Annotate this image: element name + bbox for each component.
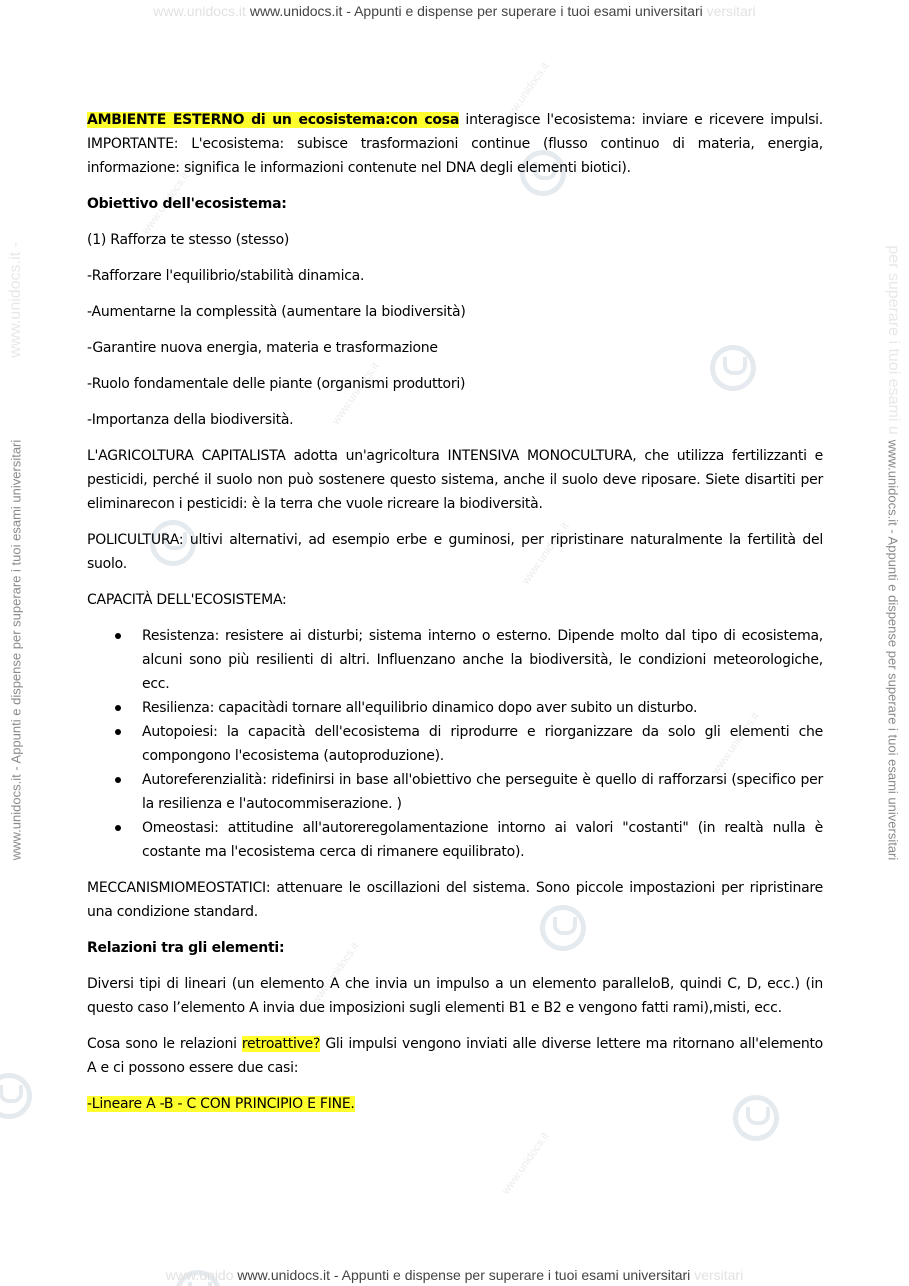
paragraph-text: Gli impulsi vengono inviati alle diverse lettere ma ritornano all'elemento A e ci possono essere due casi: [87, 1036, 823, 1076]
paragraph-lineare-highlight [87, 1092, 823, 1116]
bullet-item [87, 696, 823, 720]
bullet-icon [115, 729, 121, 735]
watermark-diagonal-text: www.unidocs.it [710, 710, 762, 777]
paragraph-text: interagisce l'ecosistema: inviare e ricevere impulsi. IMPORTANTE: L'ecosistema: subisce trasformazioni continue (flusso continuo di materia, energia, informazione: significa le informazioni contenute nel DNA degli elementi biotici). [87, 112, 823, 176]
footer-ghost-left: www.unido [165, 1267, 234, 1283]
list-item: -Aumentarne la complessità (aumentare la biodiversità) [87, 304, 466, 320]
paragraph-text: Cosa sono le relazioni [87, 1036, 242, 1052]
side-watermark-left-ghost: www.unidocs.it - [7, 242, 24, 358]
bullet-icon [115, 705, 121, 711]
watermark-diagonal-text: www.unidocs.it [500, 1130, 552, 1197]
bullet-icon [115, 825, 121, 831]
watermark-logo-icon [0, 1073, 32, 1119]
page-header [0, 3, 909, 19]
paragraph-lineari: Diversi tipi di lineari (un elemento A che invia un impulso a un elemento paralleloB, quindi C, D, ecc.) (in questo caso l’elemento A invia due imposizioni sugli elementi B1 e B2 e vengono fatti rami),misti, ecc. [87, 976, 823, 1016]
watermark-diagonal-text: www.unidocs.it [140, 170, 192, 237]
bullet-icon [115, 777, 121, 783]
bullet-icon [115, 633, 121, 639]
footer-ghost-right: versitari [694, 1267, 744, 1283]
highlighted-heading-ambiente: AMBIENTE ESTERNO di un ecosistema:con cosa [87, 112, 460, 128]
document-body [87, 108, 823, 1128]
capacita-list [87, 624, 823, 864]
page-footer [0, 1267, 909, 1283]
bullet-text: Autoreferenzialità: ridefinirsi in base all'obiettivo che perseguite è quello di rafforzarsi (specifico per la resilienza e l'autocommiserazione. ) [142, 772, 823, 812]
heading-obiettivo: Obiettivo dell'ecosistema: [87, 196, 287, 212]
paragraph-meccanismi: MECCANISMIOMEOSTATICI: attenuare le oscillazioni del sistema. Sono piccole impostazioni per ripristinare una condizione standard. [87, 880, 823, 920]
side-watermark-right-ghost: per superare i tuoi esami u [885, 245, 902, 435]
heading-capacita: CAPACITÀ DELL'ECOSISTEMA: [87, 592, 287, 608]
bullet-text: Resistenza: resistere ai disturbi; sistema interno o esterno. Dipende molto dal tipo di ecosistema, alcuni sono più resilienti di altri. Influenzano anche la biodiversità, le condizioni meteorologiche, ecc. [142, 628, 823, 692]
heading-relazioni: Relazioni tra gli elementi: [87, 940, 285, 956]
highlighted-lineare: -Lineare A -B - C CON PRINCIPIO E FINE. [87, 1096, 355, 1112]
list-item: (1) Rafforza te stesso (stesso) [87, 232, 290, 248]
paragraph-agricoltura: L'AGRICOLTURA CAPITALISTA adotta un'agricoltura INTENSIVA MONOCULTURA, che utilizza fertilizzanti e pesticidi, perché il suolo non può sostenere questo sistema, anche il suolo deve riposare. Siete disartiti per eliminarecon i pesticidi: è la terra che vuole ricreare la biodiversità. [87, 448, 823, 512]
header-ghost-right: versitari [706, 3, 756, 19]
bullet-item [87, 624, 823, 696]
watermark-diagonal-text: www.unidocs.it [330, 360, 382, 427]
watermark-diagonal-text: www.unidocs.it [500, 60, 552, 127]
paragraph-retroattive [87, 1032, 823, 1080]
paragraph-policultura: POLICULTURA: ultivi alternativi, ad esempio erbe e guminosi, per ripristinare naturalmente la fertilità del suolo. [87, 532, 823, 572]
footer-text: www.unidocs.it - Appunti e dispense per superare i tuoi esami universitari [237, 1267, 691, 1283]
list-item: -Rafforzare l'equilibrio/stabilità dinamica. [87, 268, 365, 284]
side-watermark-left: www.unidocs.it - Appunti e dispense per superare i tuoi esami universitari [8, 439, 24, 861]
bullet-text: Autopoiesi: la capacità dell'ecosistema di riprodurre e riorganizzare da solo gli elementi che compongono l'ecosistema (autoproduzione). [142, 724, 823, 764]
list-item: -Ruolo fondamentale delle piante (organismi produttori) [87, 376, 466, 392]
list-item: -Importanza della biodiversità. [87, 412, 294, 428]
bullet-text: Omeostasi: attitudine all'autoreregolamentazione intorno ai valori "costanti" (in realtà nulla è costante ma l'ecosistema cerca di rimanere equilibrato). [142, 820, 823, 860]
bullet-item [87, 768, 823, 816]
bullet-text: Resilienza: capacitàdi tornare all'equilibrio dinamico dopo aver subito un disturbo. [142, 700, 698, 716]
header-text: www.unidocs.it - Appunti e dispense per superare i tuoi esami universitari [249, 3, 703, 19]
header-ghost-left: www.unidocs.it [153, 3, 246, 19]
bullet-item [87, 720, 823, 768]
paragraph-ambiente-esterno [87, 108, 823, 180]
bullet-item [87, 816, 823, 864]
watermark-diagonal-text: www.unidocs.it [520, 520, 572, 587]
list-item: -Garantire nuova energia, materia e trasformazione [87, 340, 438, 356]
highlighted-retroattive: retroattive? [241, 1036, 321, 1052]
side-watermark-right: www.unidocs.it - Appunti e dispense per superare i tuoi esami universitari [885, 439, 901, 861]
watermark-diagonal-text: www.unidocs.it [310, 940, 362, 1007]
